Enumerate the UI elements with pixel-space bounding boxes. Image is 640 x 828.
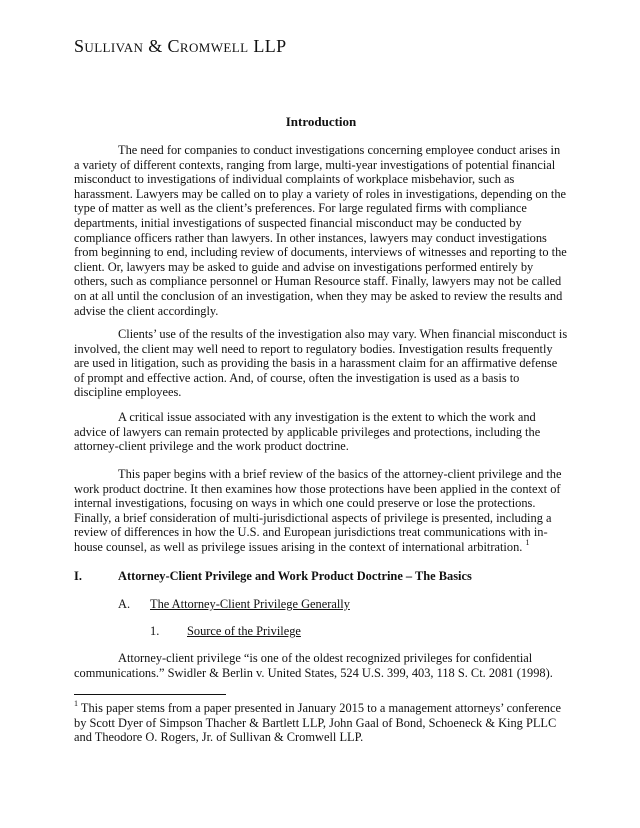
- letterhead: Sullivan & Cromwell LLP: [74, 36, 287, 56]
- section-1-heading: Source of the Privilege: [187, 624, 301, 638]
- paragraph-4: [74, 467, 568, 555]
- paragraph-2-text: Clients’ use of the results of the investigation also may vary. When financial misconduct is involved, the client may well need to report to regulatory bodies. Investigation results frequently are used in litigation, such as providing the basis in a harassment claim for an affirmative defense of prompt and effective action. And, of course, often the investigation is used as a basis to discipline employees.: [74, 327, 568, 400]
- paragraph-5: [74, 651, 568, 680]
- section-1-number: 1.: [150, 624, 160, 638]
- section-i-heading: Attorney-Client Privilege and Work Product Doctrine – The Basics: [118, 569, 472, 583]
- paragraph-3-text: A critical issue associated with any investigation is the extent to which the work and advice of lawyers can remain protected by applicable privileges and protections, including the attorney-client privilege and the work product doctrine.: [74, 410, 541, 454]
- paragraph-1-text: The need for companies to conduct investigations concerning employee conduct arises in a variety of different contexts, ranging from large, multi-year investigations of potential financial misconduct to investigations of individual complaints of workplace misbehavior, such as harassment. Lawyers may be called on to play a variety of roles in investigations, depending on the type of matter as well as the client’s preferences. For large regulated firms with compliance departments, initial investigations of suspected financial misconduct may be conducted by compliance officers rather than lawyers. In other instances, lawyers may conduct investigations from beginning to end, including review of documents, interviews of witnesses and reporting to the client. Or, lawyers may be asked to guide and advise on investigations performed entirely by others, such as compliance personnel or Human Resource staff. Finally, lawyers may not be called on at all until the conclusion of an investigation, when they may be asked to review the results and advise the client accordingly.: [74, 143, 567, 318]
- footnote-marker: 1: [74, 698, 78, 708]
- section-a-number: A.: [118, 597, 131, 611]
- page-title: Introduction: [285, 114, 357, 129]
- paragraph-3: [74, 410, 568, 454]
- paragraph-4-text: This paper begins with a brief review of the basics of the attorney-client privilege and the work product doctrine. It then examines how those protections have been applied in the context of internal investigations, focusing on ways in which one could preserve or lose the protections. Finally, a brief consideration of multi-jurisdictional aspects of privilege is presented, including a review of differences in how the U.S. and European jurisdictions treat communications with in-house counsel, as well as privilege issues arising in the context of international arbitration.: [74, 467, 562, 554]
- paragraph-2: [74, 327, 568, 400]
- footnote-reference[interactable]: 1: [525, 537, 530, 547]
- paragraph-1: [74, 143, 568, 318]
- footnote-text: This paper stems from a paper presented in January 2015 to a management attorneys’ conference by Scott Dyer of Simpson Thacher & Bartlett LLP, John Gaal of Bond, Schoeneck & King PLLC and Theodore O. Rogers, Jr. of Sullivan & Cromwell LLP.: [74, 701, 561, 745]
- paragraph-5-text: Attorney-client privilege “is one of the oldest recognized privileges for confidential communications.” Swidler & Berlin v. United States, 524 U.S. 399, 403, 118 S. Ct. 2081 (1998).: [74, 651, 553, 680]
- section-a-heading: The Attorney-Client Privilege Generally: [150, 597, 350, 611]
- section-i-number: I.: [74, 569, 82, 583]
- footnote: [74, 698, 568, 745]
- footnote-divider: [74, 694, 226, 695]
